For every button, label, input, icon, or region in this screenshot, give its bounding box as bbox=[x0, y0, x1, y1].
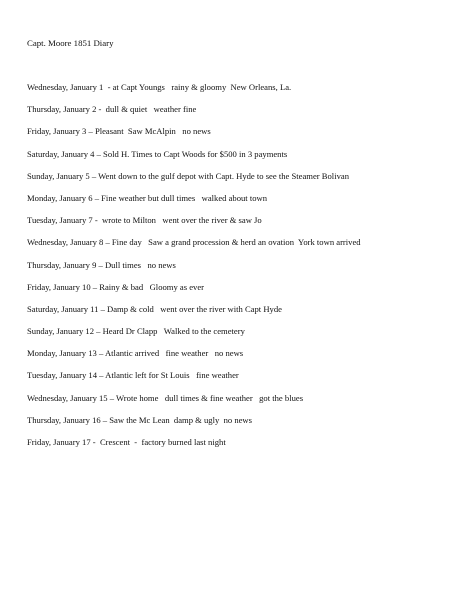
diary-entry: Friday, January 3 – Pleasant Saw McAlpin no news bbox=[27, 127, 211, 137]
diary-entry: Tuesday, January 14 – Atlantic left for St Louis fine weather bbox=[27, 371, 239, 381]
diary-entry: Wednesday, January 8 – Fine day Saw a grand procession & herd an ovation York town arrived bbox=[27, 238, 361, 248]
diary-entry: Monday, January 13 – Atlantic arrived fine weather no news bbox=[27, 349, 244, 359]
diary-entry: Friday, January 17 - Crescent - factory burned last night bbox=[27, 438, 226, 447]
diary-entry: Friday, January 10 – Rainy & bad Gloomy as ever bbox=[27, 282, 205, 292]
diary-entry: Wednesday, January 1 - at Capt Youngs rainy & gloomy New Orleans, La. bbox=[27, 83, 292, 92]
diary-entry: Monday, January 6 – Fine weather but dull times walked about town bbox=[27, 193, 268, 203]
diary-entry: Tuesday, January 7 - wrote to Milton went over the river & saw Jo bbox=[27, 216, 262, 226]
diary-entry: Thursday, January 16 – Saw the Mc Lean damp & ugly no news bbox=[27, 415, 252, 425]
diary-entries bbox=[27, 83, 452, 460]
document-title: Capt. Moore 1851 Diary bbox=[27, 38, 114, 48]
diary-entry: Thursday, January 2 - dull & quiet weather fine bbox=[27, 105, 197, 115]
diary-entry: Sunday, January 5 – Went down to the gulf depot with Capt. Hyde to see the Steamer Bolivan bbox=[27, 171, 349, 181]
diary-entry: Sunday, January 12 – Heard Dr Clapp Walked to the cemetery bbox=[27, 327, 245, 337]
diary-entry: Saturday, January 11 – Damp & cold went over the river with Capt Hyde bbox=[27, 304, 282, 314]
diary-entry: Saturday, January 4 – Sold H. Times to Capt Woods for $500 in 3 payments bbox=[27, 149, 288, 159]
diary-entry: Thursday, January 9 – Dull times no news bbox=[27, 260, 176, 270]
diary-entry: Wednesday, January 15 – Wrote home dull times & fine weather got the blues bbox=[27, 393, 304, 403]
